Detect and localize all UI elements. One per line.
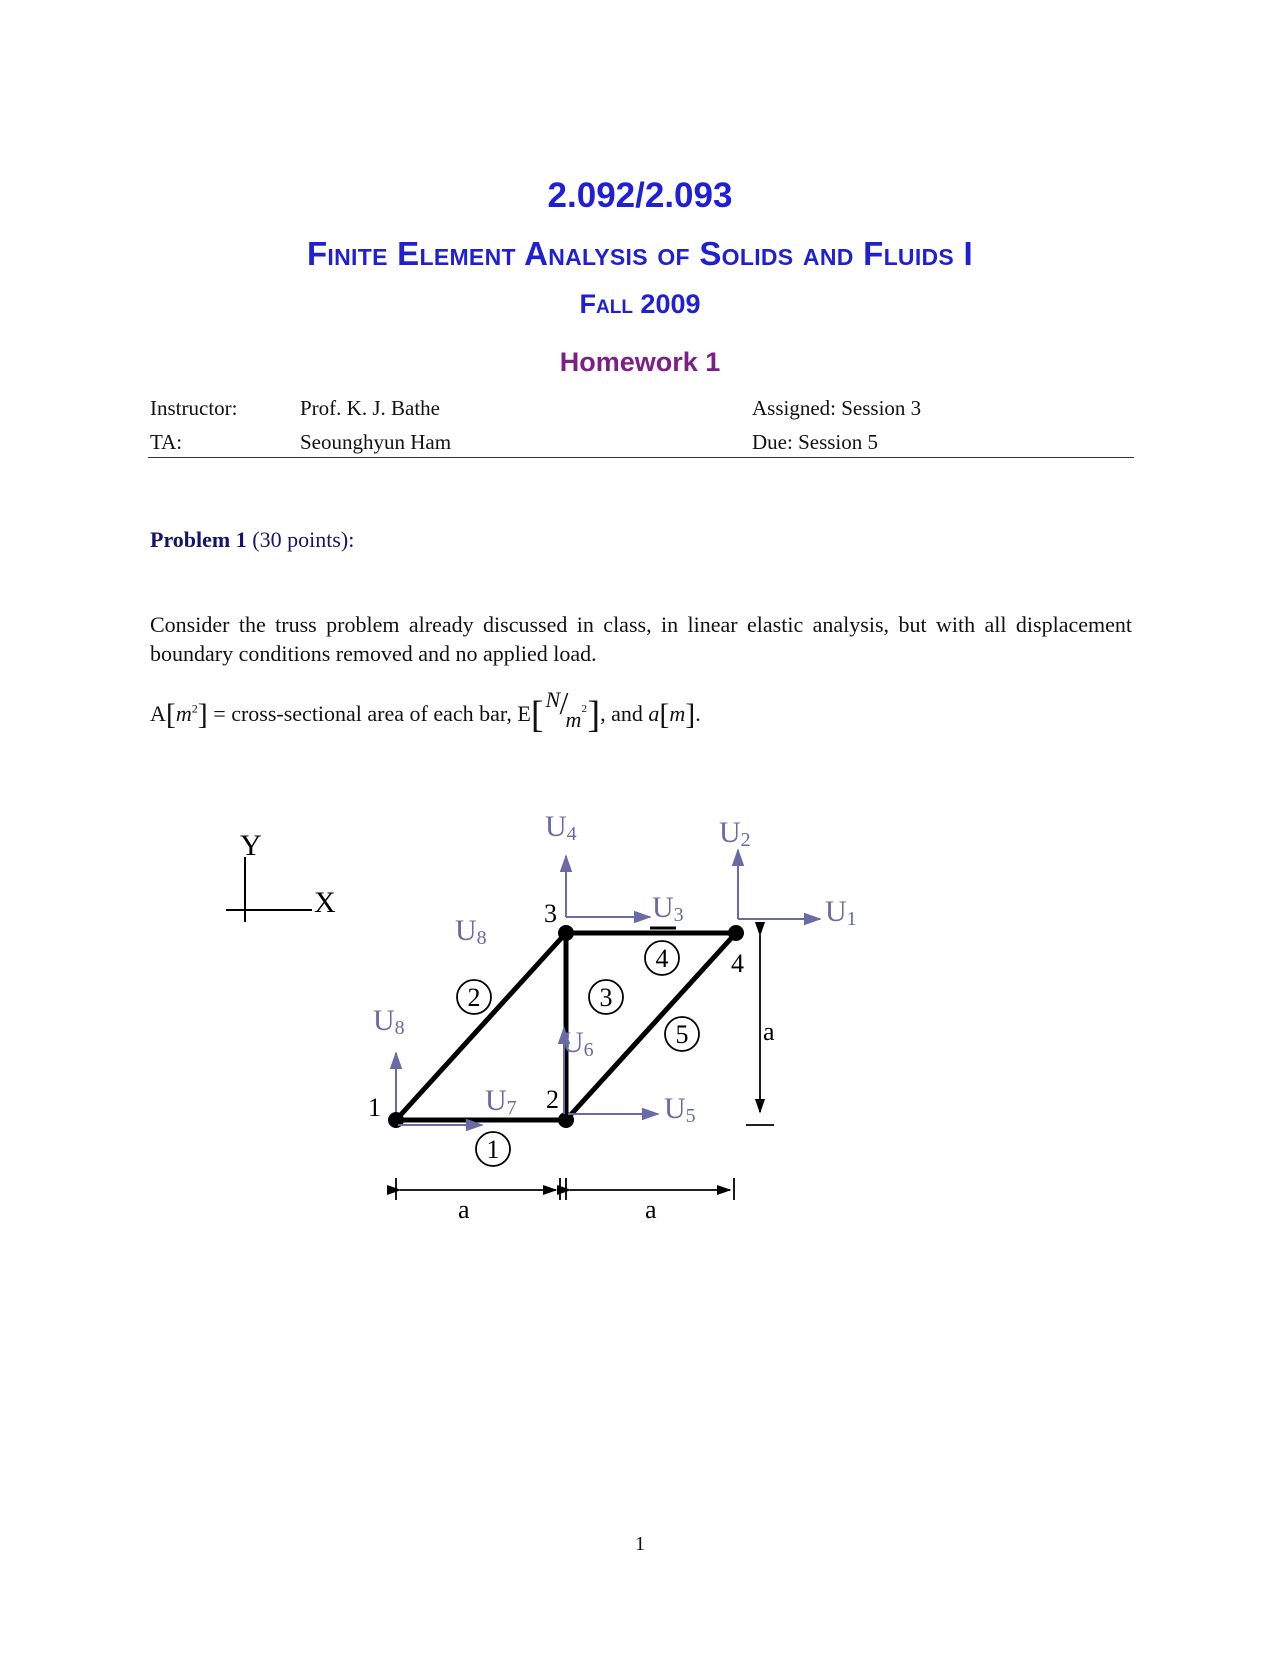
node-label-4: 4	[731, 949, 744, 978]
instructor-label: Instructor:	[150, 396, 238, 420]
term: Fall 2009	[579, 289, 701, 319]
dof-label-u6: U6	[562, 1026, 594, 1061]
y-axis-label: Y	[240, 829, 262, 862]
dof-label-u2: U2	[719, 816, 751, 851]
ta-name: Seounghyun Ham	[300, 430, 452, 454]
dof-label-u8-left: U8	[373, 1004, 405, 1039]
stress-area-unit: m	[565, 707, 582, 732]
dof-label-u3: U3	[652, 891, 684, 926]
ta-label: TA:	[150, 430, 183, 454]
problem-title: Problem 1	[150, 527, 247, 552]
area-symbol: A	[150, 701, 166, 726]
dim-label-vertical: a	[763, 1017, 775, 1046]
dimension-lines	[396, 935, 774, 1200]
x-axis-label: X	[314, 886, 336, 919]
node-label-2: 2	[546, 1085, 559, 1114]
length-unit: m	[669, 701, 686, 726]
dof-labels	[373, 810, 857, 1127]
and-text: , and	[600, 701, 643, 726]
dim-label-right: a	[645, 1195, 657, 1224]
element-label-2: 2	[467, 983, 481, 1012]
dof-label-u5: U5	[664, 1092, 696, 1127]
modulus-symbol: E	[517, 701, 531, 726]
formula-line: $A[m^2]$ = cross-sectional area of each bar, E[ N / m 2 ], and a[m].	[150, 685, 701, 736]
element-label-3: 3	[599, 983, 613, 1012]
dof-label-u1: U1	[825, 895, 857, 930]
assigned-session: Assigned: Session 3	[752, 396, 922, 420]
page-number: 1	[635, 1533, 645, 1555]
course-number: 2.092/2.093	[547, 176, 733, 215]
node-4	[728, 925, 744, 941]
problem-points: (30 points):	[252, 527, 355, 552]
course-title: Finite Element Analysis of Solids and Fluids I	[306, 235, 974, 272]
assignment-title: Homework 1	[559, 347, 721, 377]
dof-label-u4: U4	[545, 810, 577, 845]
element-label-1: 1	[486, 1135, 500, 1164]
problem-statement: Consider the truss problem already discussed in class, in linear elastic analysis, but with all displacement boundary conditions removed and no applied load.	[150, 612, 1132, 666]
element-label-5: 5	[675, 1020, 689, 1049]
dof-label-u7: U7	[485, 1084, 517, 1119]
node-label-3: 3	[544, 899, 557, 928]
length-symbol: a	[648, 701, 660, 726]
coordinate-axes	[226, 829, 336, 922]
instructor-name: Prof. K. J. Bathe	[300, 396, 440, 420]
due-session: Due: Session 5	[752, 430, 878, 454]
dim-label-left: a	[458, 1195, 470, 1224]
element-label-4: 4	[655, 944, 669, 973]
node-3	[558, 925, 574, 941]
area-description: = cross-sectional area of each bar,	[213, 701, 512, 726]
node-label-1: 1	[368, 1093, 381, 1122]
area-unit: m	[175, 701, 192, 726]
force-unit: N	[545, 687, 561, 712]
dof-label-u8-top: U8	[455, 914, 487, 949]
member-2	[396, 933, 566, 1120]
